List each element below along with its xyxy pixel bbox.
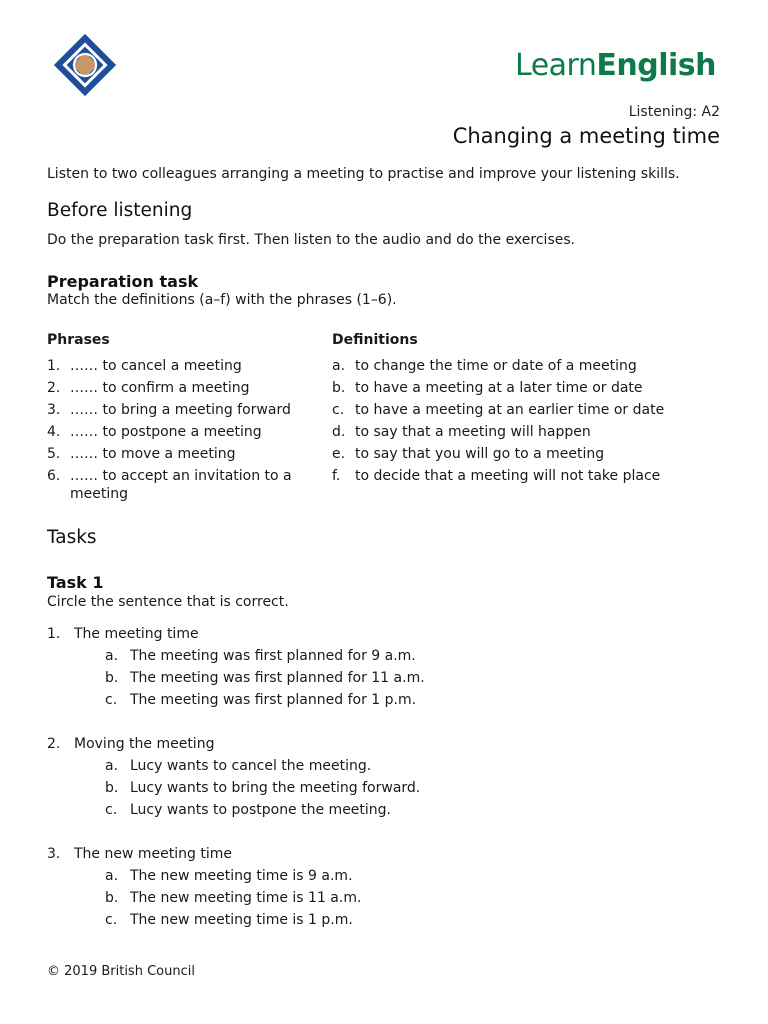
answer-option[interactable]: c. The meeting was first planned for 1 p.m. — [105, 692, 417, 708]
phrases-list — [47, 355, 300, 503]
list-item: f. to decide that a meeting will not take place — [332, 468, 661, 484]
answer-option[interactable]: a. The meeting was first planned for 9 a.m. — [105, 648, 416, 664]
list-item: 3. …… to bring a meeting forward — [47, 402, 291, 418]
british-council-logo-icon — [52, 32, 118, 98]
list-item: c. to have a meeting at an earlier time or date — [332, 402, 665, 418]
question-text: Moving the meeting — [74, 736, 215, 752]
question-text: The new meeting time — [74, 846, 232, 862]
list-item: d. to say that a meeting will happen — [332, 424, 591, 440]
copyright-footer: © 2019 British Council — [47, 964, 195, 979]
answer-option[interactable]: a. Lucy wants to cancel the meeting. — [105, 758, 372, 774]
list-item: b. to have a meeting at a later time or date — [332, 380, 643, 396]
definitions-heading: Definitions — [332, 332, 418, 348]
list-item: 6. …… to accept an invitation to a meeting — [47, 468, 292, 502]
answer-option[interactable]: b. The meeting was first planned for 11 a.m. — [105, 670, 425, 686]
preparation-task-heading: Preparation task — [47, 272, 199, 291]
task1-instruction: Circle the sentence that is correct. — [47, 594, 289, 610]
list-item: e. to say that you will go to a meeting — [332, 446, 605, 462]
tasks-heading: Tasks — [47, 527, 97, 548]
list-item: 4. …… to postpone a meeting — [47, 424, 262, 440]
list-item: a. to change the time or date of a meeting — [332, 358, 637, 374]
question-2: 2. Moving the meeting a. Lucy wants to cancel the meeting. b. Lucy wants to bring the meeting forward. c. Lucy wants to postpone the meeting. — [47, 733, 420, 821]
page-title: Changing a meeting time — [452, 124, 720, 148]
task1-heading: Task 1 — [47, 573, 104, 592]
before-listening-heading: Before listening — [47, 200, 193, 221]
phrases-heading: Phrases — [47, 332, 110, 348]
answer-option[interactable]: c. The new meeting time is 1 p.m. — [105, 912, 353, 928]
answer-option[interactable]: b. The new meeting time is 11 a.m. — [105, 890, 362, 906]
answer-option[interactable]: a. The new meeting time is 9 a.m. — [105, 868, 353, 884]
level-label: Listening: A2 — [628, 104, 720, 120]
question-text: The meeting time — [74, 626, 199, 642]
answer-option[interactable]: b. Lucy wants to bring the meeting forward. — [105, 780, 421, 796]
list-item: 2. …… to confirm a meeting — [47, 380, 250, 396]
intro-text: Listen to two colleagues arranging a meeting to practise and improve your listening skills. — [47, 166, 680, 182]
before-listening-text: Do the preparation task first. Then listen to the audio and do the exercises. — [47, 232, 576, 248]
learnenglish-brand: LearnEnglish — [515, 48, 716, 83]
question-3: 3. The new meeting time a. The new meeting time is 9 a.m. b. The new meeting time is 11 a.m. c. The new meeting time is 1 p.m. — [47, 843, 361, 931]
definitions-list — [332, 355, 715, 487]
answer-option[interactable]: c. Lucy wants to postpone the meeting. — [105, 802, 392, 818]
preparation-instruction: Match the definitions (a–f) with the phrases (1–6). — [47, 292, 397, 308]
list-item: 5. …… to move a meeting — [47, 446, 236, 462]
list-item: 1. …… to cancel a meeting — [47, 358, 242, 374]
question-1: 1. The meeting time a. The meeting was first planned for 9 a.m. b. The meeting was first planned for 11 a.m. c. The meeting was first planned for 1 p.m. — [47, 623, 425, 711]
